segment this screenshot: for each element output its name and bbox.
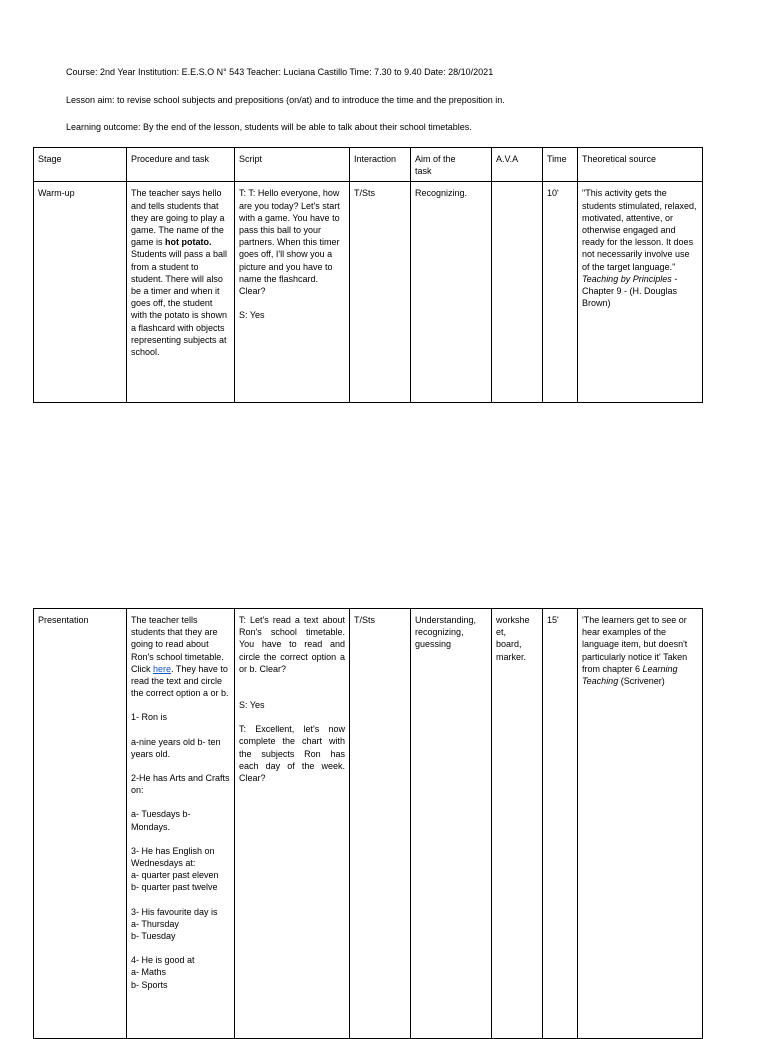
header-procedure: Procedure and task	[127, 148, 235, 182]
presentation-script-teacher-1: T: Let's read a text about Ron's school timetable. You have to read and circle the correct option a or b. Clear?	[239, 615, 345, 674]
presentation-theory-text: 'The learners get to see or hear examples of the language item, but doesn't particularly notice it' Taken from chapter 6	[582, 615, 688, 674]
ava-marker: marker.	[496, 651, 527, 662]
question-4-option-b: b- Tuesday	[131, 931, 176, 942]
warmup-script-student: S: Yes	[239, 310, 265, 321]
question-5-option-a: a- Maths	[131, 967, 167, 978]
ava-board: board,	[496, 639, 522, 650]
presentation-intro-text-2: . They have to read the text and circle the correct option a or b.	[131, 663, 229, 699]
timetable-link[interactable]: here	[153, 663, 172, 674]
warmup-row	[34, 182, 703, 403]
presentation-row	[34, 609, 703, 1039]
course-info-line: Course: 2nd Year Institution: E.E.S.O N° 543 Teacher: Luciana Castillo Time: 7.30 to 9.40 Date: 28/10/2021	[66, 67, 494, 77]
lesson-plan-table-presentation	[33, 608, 703, 1039]
question-1-options: a-nine years old b- ten years old.	[131, 736, 221, 759]
question-3-option-b: b- quarter past twelve	[131, 882, 218, 893]
header-ava: A.V.A	[492, 148, 543, 182]
warmup-theory-book: Teaching by Principles -	[582, 273, 678, 284]
warmup-stage: Warm-up	[34, 182, 127, 403]
presentation-time: 15'	[543, 609, 578, 1039]
question-3-option-a: a- quarter past eleven	[131, 870, 219, 881]
presentation-theory	[578, 609, 703, 1039]
presentation-interaction: T/Sts	[350, 609, 411, 1039]
lesson-plan-table-warmup	[33, 147, 703, 403]
presentation-theory-author: (Scrivener)	[618, 676, 665, 687]
question-2-options: a- Tuesdays b- Mondays.	[131, 809, 191, 832]
question-4-option-a: a- Thursday	[131, 918, 179, 929]
warmup-script-teacher: T: T: Hello everyone, how are you today? Let's start with a game. You have to pass this ball to your partners. When this timer goes off, I'll show you a picture and you have to name the flashcard. Clear?	[239, 188, 340, 297]
warmup-theory-ref: Chapter 9 - (H. Douglas Brown)	[582, 286, 678, 309]
presentation-stage: Presentation	[34, 609, 127, 1039]
question-3	[131, 845, 230, 894]
header-script: Script	[235, 148, 350, 182]
header-aim-label: Aim of the task	[415, 154, 456, 177]
warmup-time: 10'	[543, 182, 578, 403]
presentation-procedure	[127, 609, 235, 1039]
presentation-intro	[131, 614, 230, 699]
presentation-script	[235, 609, 350, 1039]
warmup-game-name: hot potato.	[165, 237, 212, 248]
warmup-script	[235, 182, 350, 403]
question-4-text: 3- His favourite day is	[131, 906, 218, 917]
presentation-ava	[492, 609, 543, 1039]
presentation-intro-text: The teacher tells students that they are going to read about Ron's school timetable. Click	[131, 615, 224, 674]
ava-worksheet-2: et,	[496, 627, 507, 638]
question-1: 1- Ron is	[131, 712, 168, 723]
header-theory: Theoretical source	[578, 148, 703, 182]
presentation-aim: Understanding, recognizing, guessing	[411, 609, 492, 1039]
question-3-text: 3- He has English on Wednesdays at:	[131, 845, 215, 869]
warmup-theory-quote: "This activity gets the students stimulated, relaxed, motivated, attentive, or otherwise engaged and ready for the lesson. It does not necessarily involve use of the target language."	[582, 188, 697, 272]
warmup-procedure	[127, 182, 235, 403]
warmup-procedure-text-2: Students will pass a ball from a student to student. There will also be a timer and when it goes off, the student with the potato is shown a flashcard with objects representing subjects at school.	[131, 249, 228, 358]
question-2: 2-He has Arts and Crafts on:	[131, 773, 230, 796]
header-time: Time	[543, 148, 578, 182]
question-5	[131, 954, 230, 991]
warmup-procedure-text: The teacher says hello and tells students that they are going to play a game. The name of the game is	[131, 188, 225, 248]
lesson-aim: Lesson aim: to revise school subjects and prepositions (on/at) and to introduce the time and the preposition in.	[66, 95, 505, 105]
header-aim	[411, 148, 492, 182]
header-interaction: Interaction	[350, 148, 411, 182]
warmup-interaction: T/Sts	[350, 182, 411, 403]
question-4	[131, 906, 230, 943]
question-5-option-b: b- Sports	[131, 979, 168, 990]
warmup-aim: Recognizing.	[411, 182, 492, 403]
table-header-row	[34, 148, 703, 182]
header-stage: Stage	[34, 148, 127, 182]
presentation-script-student: S: Yes	[239, 700, 265, 711]
warmup-theory	[578, 182, 703, 403]
ava-worksheet: workshe	[496, 615, 530, 625]
learning-outcome: Learning outcome: By the end of the lesson, students will be able to talk about their school timetables.	[66, 122, 472, 132]
presentation-theory-book: Learning Teaching	[582, 663, 678, 687]
presentation-script-teacher-2: T: Excellent, let's now complete the chart with the subjects Ron has each day of the week. Clear?	[239, 724, 345, 784]
warmup-ava	[492, 182, 543, 403]
question-5-text: 4- He is good at	[131, 955, 195, 966]
